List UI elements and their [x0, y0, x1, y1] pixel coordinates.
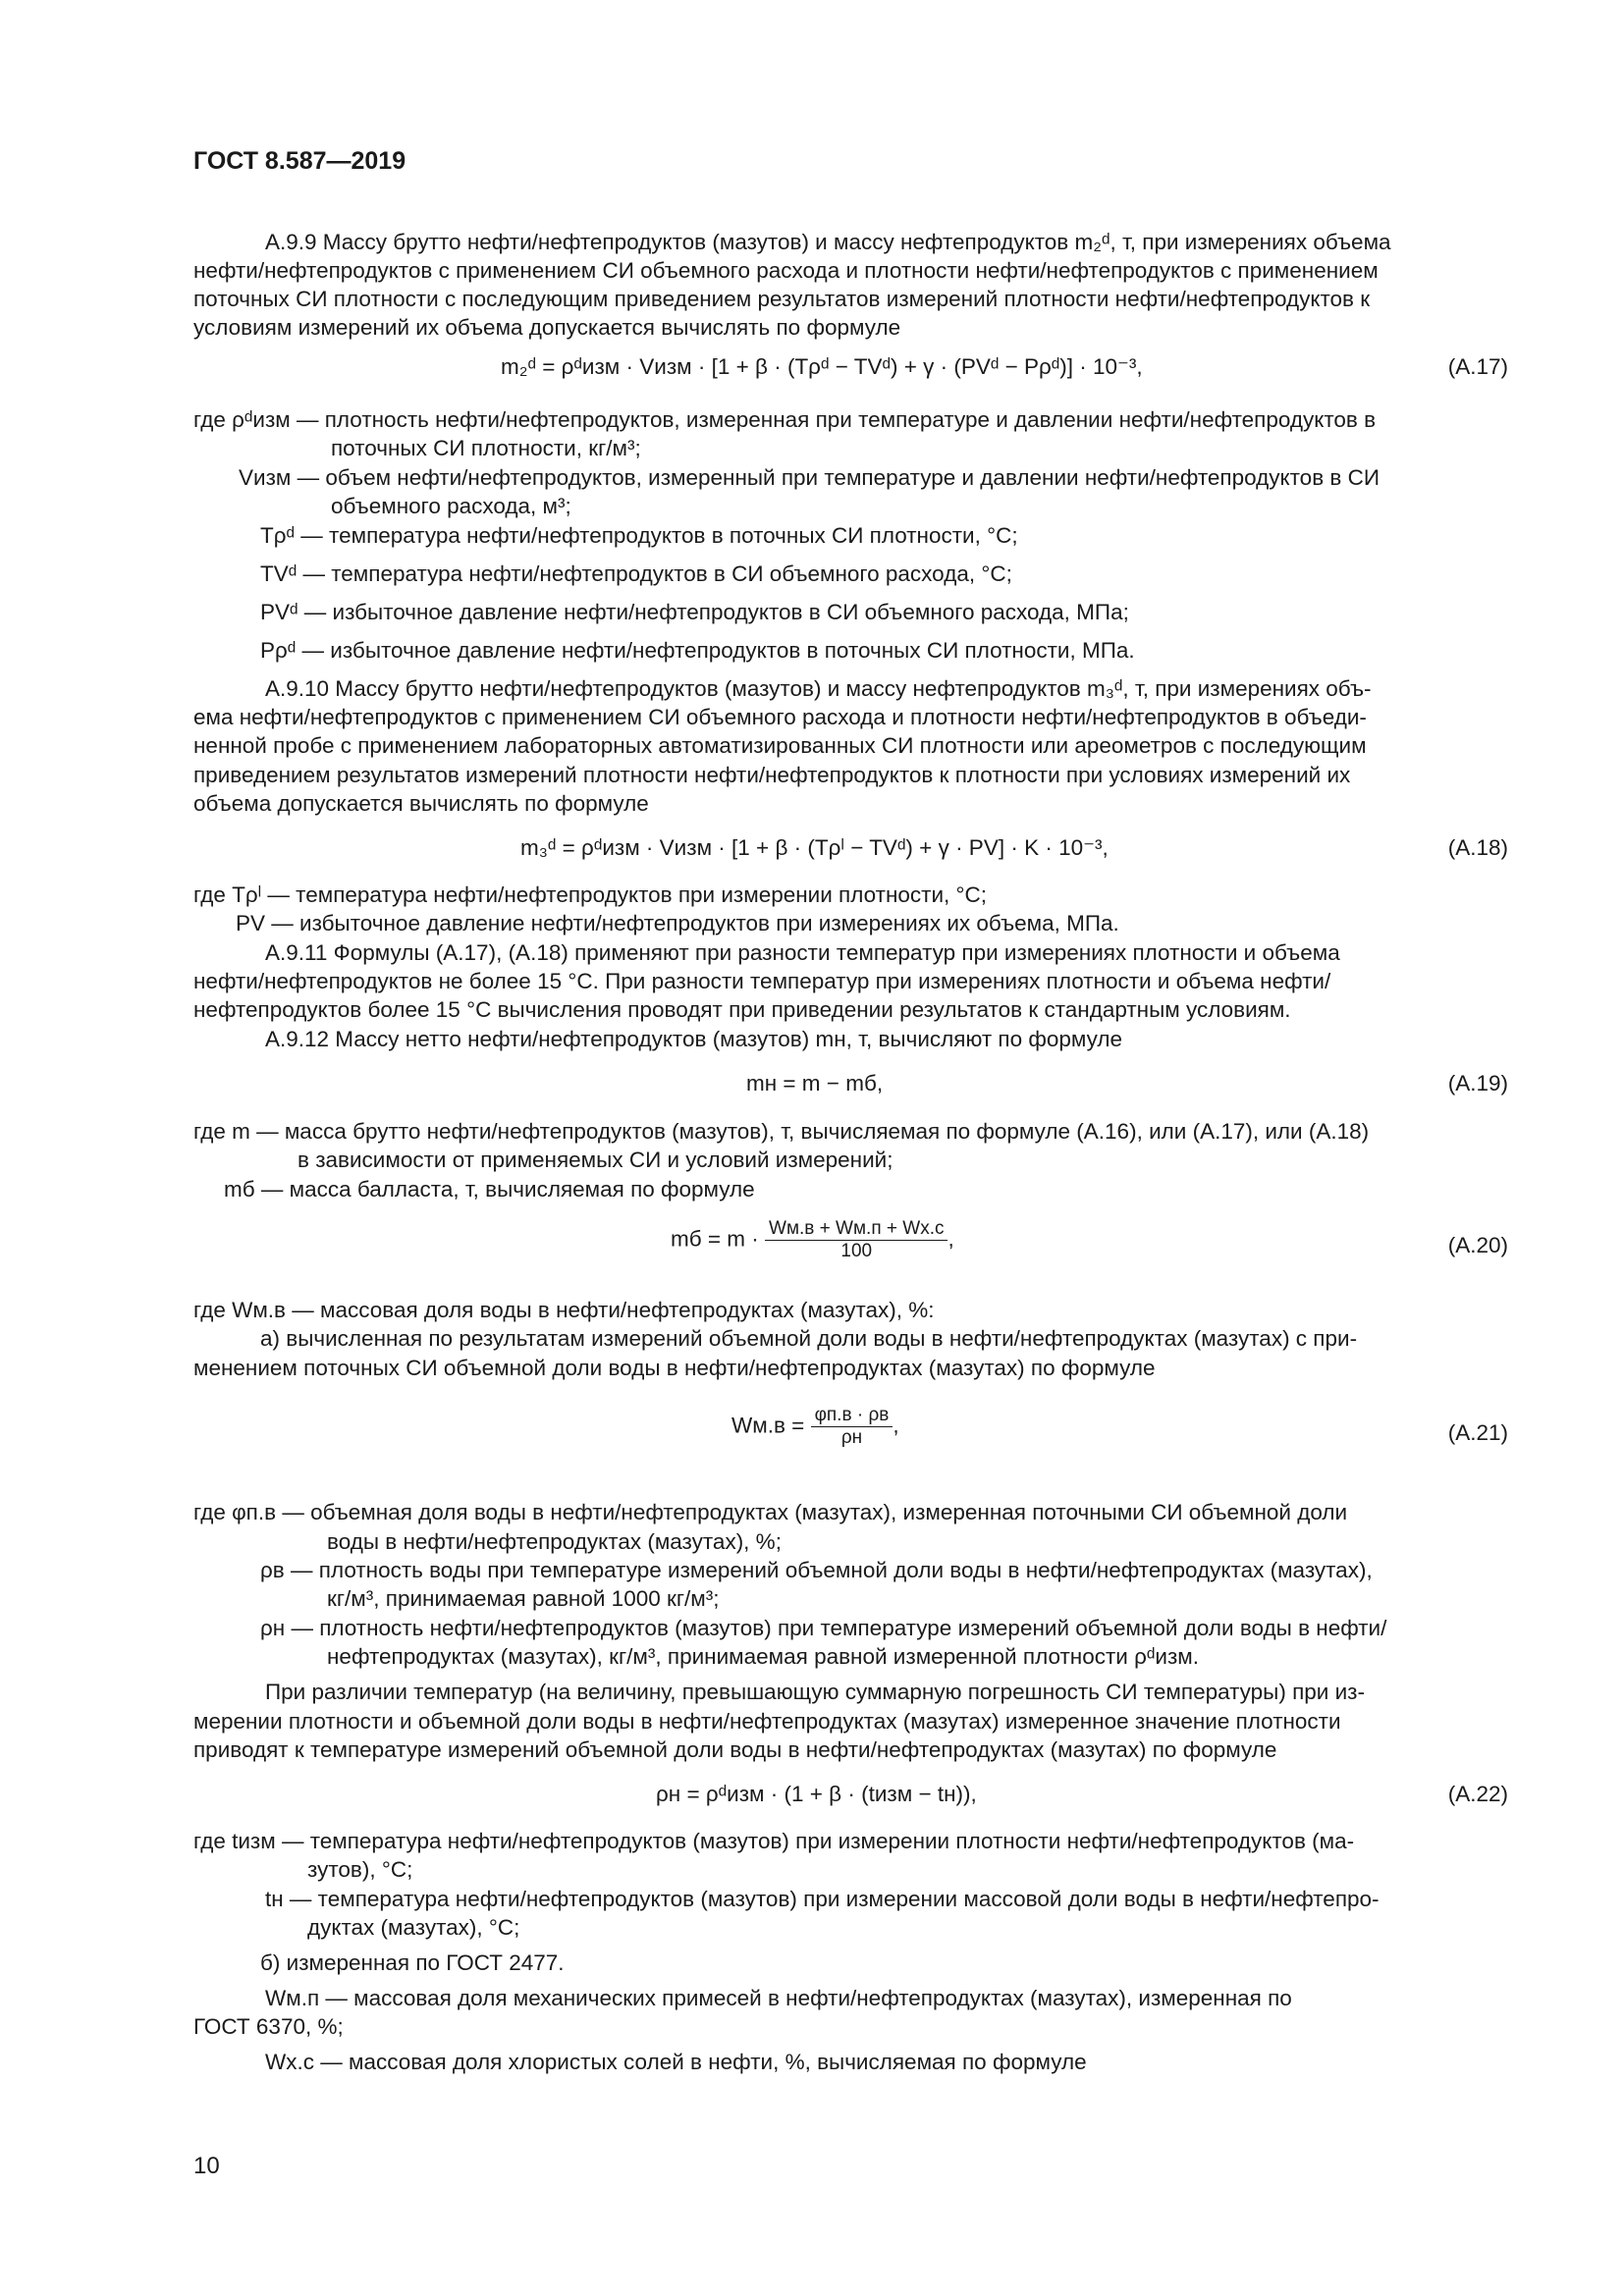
paragraph-a99-line: поточных СИ плотности с последующим приведением результатов измерений плотности нефти/нефтепродуктов к [193, 287, 1371, 311]
paragraph-a910-line: A.9.10 Массу брутто нефти/нефтепродуктов (мазутов) и массу нефтепродуктов m₃ᵈ, т, при измерениях объ- [265, 676, 1372, 701]
equation-lhs: Wм.в = [731, 1413, 805, 1438]
definition-line: воды в нефти/нефтепродуктах (мазутах), %; [327, 1529, 782, 1554]
equation-tail: , [893, 1413, 899, 1438]
paragraph-a911-line: нефтепродуктов более 15 °С вычисления проводят при приведении результатов к стандартным условиям. [193, 997, 1291, 1022]
definition-line: зутов), °С; [307, 1857, 413, 1882]
fraction-numerator: Wм.в + Wм.п + Wх.с [765, 1218, 947, 1241]
equation-a21 [731, 1405, 899, 1449]
equation-lhs: mб = m · [671, 1226, 759, 1252]
paragraph-line: При различии температур (на величину, превышающую суммарную погрешность СИ температуры) при из- [265, 1680, 1365, 1704]
paragraph-a99-line: нефти/нефтепродуктов с применением СИ объемного расхода и плотности нефти/нефтепродуктов с применением [193, 258, 1379, 283]
equation-number: (A.19) [1447, 1071, 1508, 1095]
page-number: 10 [193, 2153, 220, 2179]
paragraph-line: мерении плотности и объемной доли воды в нефти/нефтепродуктах (мазутах) измеренное значение плотности [193, 1709, 1341, 1734]
definition-line: ГОСТ 6370, %; [193, 2014, 344, 2039]
definition-line: ρв — плотность воды при температуре измерений объемной доли воды в нефти/нефтепродуктах (мазутах), [260, 1558, 1373, 1582]
definition-line: PVᵈ — избыточное давление нефти/нефтепродуктов в СИ объемного расхода, МПа; [260, 600, 1129, 624]
definition-line: где m — масса брутто нефти/нефтепродуктов (мазутов), т, вычисляемая по формуле (А.16), или (А.17), или (А.18) [193, 1119, 1370, 1144]
definition-line: менением поточных СИ объемной доли воды в нефти/нефтепродуктах (мазутах) по формуле [193, 1356, 1156, 1380]
definition-line: где ρᵈизм — плотность нефти/нефтепродуктов, измеренная при температуре и давлении нефти/нефтепродуктов в [193, 407, 1377, 432]
equation-number: (A.17) [1447, 354, 1508, 379]
paragraph-a910-line: приведением результатов измерений плотности нефти/нефтепродуктов к плотности при условиях измерений их [193, 763, 1351, 787]
definition-line: Pρᵈ — избыточное давление нефти/нефтепродуктов в поточных СИ плотности, МПа. [260, 638, 1135, 663]
definition-line: кг/м³, принимаемая равной 1000 кг/м³; [327, 1586, 720, 1611]
paragraph-a910-line: ненной пробе с применением лабораторных автоматизированных СИ плотности или ареометров с последующим [193, 733, 1367, 758]
fraction [811, 1405, 893, 1449]
equation-a22: ρн = ρᵈизм · (1 + β · (tизм − tн)), [656, 1782, 977, 1806]
definition-line: где Wм.в — массовая доля воды в нефти/нефтепродуктах (мазутах), %: [193, 1298, 935, 1322]
paragraph-line: приводят к температуре измерений объемной доли воды в нефти/нефтепродуктах (мазутах) по формуле [193, 1737, 1277, 1762]
definition-line: а) вычисленная по результатам измерений объемной доли воды в нефти/нефтепродуктах (мазутах) с при- [260, 1326, 1358, 1351]
definition-line: в зависимости от применяемых СИ и условий измерений; [298, 1148, 893, 1172]
definition-line: mб — масса балласта, т, вычисляемая по формуле [224, 1177, 755, 1201]
definition-line: TVᵈ — температура нефти/нефтепродуктов в СИ объемного расхода, °С; [260, 561, 1012, 586]
definition-line: объемного расхода, м³; [331, 494, 571, 518]
equation-number: (A.20) [1447, 1233, 1508, 1257]
fraction-numerator: φп.в · ρв [811, 1405, 893, 1427]
paragraph-a99-line: условиям измерений их объема допускается вычислять по формуле [193, 315, 901, 340]
definition-line: поточных СИ плотности, кг/м³; [331, 436, 641, 460]
definition-line: Vизм — объем нефти/нефтепродуктов, измеренный при температуре и давлении нефти/нефтепродуктов в СИ [239, 465, 1380, 490]
equation-a19: mн = m − mб, [746, 1071, 884, 1095]
paragraph-a910-line: объема допускается вычислять по формуле [193, 791, 649, 816]
definition-line: где Tρˡ — температура нефти/нефтепродуктов при измерении плотности, °С; [193, 882, 988, 907]
paragraph-a911-line: A.9.11 Формулы (А.17), (А.18) применяют при разности температур при измерениях плотности и объема [265, 940, 1340, 965]
paragraph-a99-line: A.9.9 Массу брутто нефти/нефтепродуктов (мазутов) и массу нефтепродуктов m₂ᵈ, т, при измерениях объема [265, 230, 1391, 254]
equation-number: (A.21) [1447, 1420, 1508, 1445]
equation-a20 [671, 1218, 954, 1262]
equation-number: (A.22) [1447, 1782, 1508, 1806]
definition-line: Tρᵈ — температура нефти/нефтепродуктов в поточных СИ плотности, °С; [260, 523, 1018, 548]
paragraph-a912-line: A.9.12 Массу нетто нефти/нефтепродуктов (мазутов) mн, т, вычисляют по формуле [265, 1027, 1122, 1051]
fraction-denominator: ρн [840, 1427, 863, 1448]
definition-line: Wм.п — массовая доля механических примесей в нефти/нефтепродуктах (мазутах), измеренная по [265, 1986, 1292, 2010]
definition-line: дуктах (мазутах), °С; [307, 1915, 520, 1940]
equation-number: (A.18) [1447, 835, 1508, 860]
fraction-denominator: 100 [840, 1241, 873, 1261]
paragraph-a910-line: ема нефти/нефтепродуктов с применением СИ объемного расхода и плотности нефти/нефтепродуктов в объеди- [193, 705, 1367, 729]
definition-line: tн — температура нефти/нефтепродуктов (мазутов) при измерении массовой доли воды в нефти/нефтепро- [265, 1887, 1380, 1911]
equation-a18: m₃ᵈ = ρᵈизм · Vизм · [1 + β · (Tρˡ − TVᵈ) + γ · PV] · K · 10⁻³, [520, 835, 1109, 860]
equation-tail: , [947, 1226, 954, 1252]
definition-line: где tизм — температура нефти/нефтепродуктов (мазутов) при измерении плотности нефти/нефтепродуктов (ма- [193, 1829, 1355, 1853]
definition-line: PV — избыточное давление нефти/нефтепродуктов при измерениях их объема, МПа. [236, 911, 1119, 935]
paragraph-a911-line: нефти/нефтепродуктов не более 15 °С. При разности температур при измерениях плотности и объема нефти/ [193, 969, 1331, 993]
document-header: ГОСТ 8.587—2019 [193, 147, 406, 175]
fraction [765, 1218, 947, 1262]
definition-line: б) измеренная по ГОСТ 2477. [260, 1950, 565, 1975]
definition-line: Wх.с — массовая доля хлористых солей в нефти, %, вычисляемая по формуле [265, 2050, 1087, 2074]
definition-line: ρн — плотность нефти/нефтепродуктов (мазутов) при температуре измерений объемной доли воды в нефти/ [260, 1616, 1387, 1640]
definition-line: нефтепродуктах (мазутах), кг/м³, принимаемая равной измеренной плотности ρᵈизм. [327, 1644, 1199, 1669]
equation-a17: m₂ᵈ = ρᵈизм · Vизм · [1 + β · (Tρᵈ − TVᵈ) + γ · (PVᵈ − Pρᵈ)] · 10⁻³, [501, 354, 1143, 379]
definition-line: где φп.в — объемная доля воды в нефти/нефтепродуктах (мазутах), измеренная поточными СИ объемной доли [193, 1500, 1348, 1524]
